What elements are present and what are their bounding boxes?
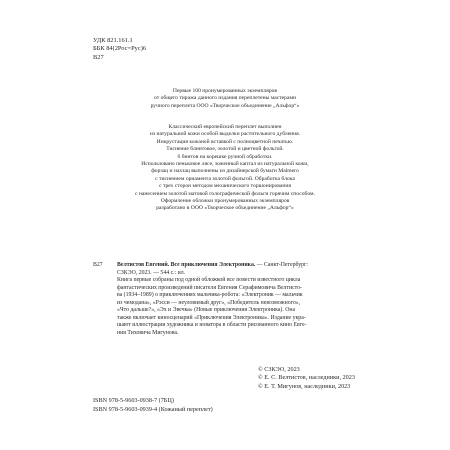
annotation-line: также включает киносценарий «Приключения Электроника». Издание укра- bbox=[117, 314, 306, 321]
isbn-line: ISBN 978-5-9603-0939-4 (Кожаный переплет) bbox=[93, 405, 213, 413]
annotation-line: ния Тиховича Мигунова. bbox=[117, 329, 179, 336]
edition-note-line: Первые 100 пронумерованных экземпляров bbox=[172, 88, 278, 94]
binding-note-line: Оформление обложки пронумерованных экземпляров bbox=[160, 198, 290, 205]
binding-note-line: с тиснением орнамента золотой фольгой. Обработка блока bbox=[155, 175, 295, 182]
annotation-line: шают иллюстрации художника и новатора в области рисованного кино Евге- bbox=[117, 322, 307, 328]
binding-note-line: Инкрустация кожаной вставкой с полноцветной печатью. bbox=[156, 138, 294, 145]
annotation-line: ва (1934–1989) о приключениях мальчика-робота: «Электроник — мальчик bbox=[117, 292, 303, 298]
annotation-line: СЗКЭО, 2023. — 544 с.: ил. bbox=[117, 269, 186, 276]
copyright-line: © СЗКЭО, 2023 bbox=[258, 366, 300, 373]
binding-note-line: с трех сторон методом механического торшонирования bbox=[159, 183, 291, 190]
binding-note-line: 6 бинтов на корешке ручной обработки. bbox=[177, 153, 273, 160]
edition-note-line: ручного переплета ООО «Творческое объединение „Альфор“» bbox=[150, 102, 300, 109]
copyright-line: © Е. Т. Мигунов, наследники, 2023 bbox=[258, 382, 351, 390]
binding-note-line: из натуральной кожи особой выделки растительного дубления. bbox=[149, 131, 301, 138]
edition-note bbox=[112, 88, 338, 110]
annotation-line: из чемодана», «Рэсси — неуловимый друг», «Победитель невозможного», bbox=[117, 299, 301, 306]
author-title: Велтистов Евгений. Все приключения Электроника. bbox=[117, 262, 256, 268]
copyright-line: © Е. С. Велтистов, наследники, 2023 bbox=[258, 374, 355, 382]
annotation-code: В27 bbox=[93, 262, 103, 268]
binding-note-line: разработано в ООО «Творческое объединение „Альфор“» bbox=[156, 205, 294, 212]
publication-place: — Санкт-Петербург: bbox=[255, 262, 309, 268]
annotation-body bbox=[117, 262, 366, 337]
author-sign: В27 bbox=[93, 53, 104, 61]
binding-note-line: Классический европейский переплет выполнен bbox=[168, 124, 282, 130]
bbk-code: ББК 84(2Рос=Рус)6 bbox=[93, 45, 147, 53]
annotation-line: фантастических произведений писателя Евгения Серафимовича Велтисто- bbox=[117, 284, 302, 291]
classification-codes bbox=[93, 37, 146, 62]
binding-note bbox=[112, 124, 338, 213]
annotation bbox=[93, 262, 366, 337]
isbn-line: ISBN 978-5-9603-0938-7 (7БЦ) bbox=[93, 397, 174, 404]
binding-note-line: с нанесением золотой матовой голографической фольги горячим способом. bbox=[135, 190, 315, 197]
binding-note-line: форзац и нахзац выполнены из дизайнерской бумаги Malmero bbox=[151, 168, 299, 175]
binding-note-line: Использовано пеньковое лясе, зоженный каптал из натуральной кожи, bbox=[141, 161, 309, 168]
edition-note-line: от общего тиража данного издания переплетены мастерами bbox=[154, 95, 296, 102]
annotation-line: Книга первые собраны под одной обложкой все повести известного цикла bbox=[117, 277, 301, 283]
binding-note-line: Тиснение блинтовое, золотой и цветной фольгой. bbox=[166, 146, 284, 153]
isbn-block bbox=[93, 397, 213, 414]
annotation-line: «Что дальше?», «Эх и Эвечка» (Новые приключения Электроника). Она bbox=[117, 307, 296, 313]
annotation-first-line bbox=[117, 262, 366, 270]
udk-code: УДК 821.161.1 bbox=[93, 37, 133, 44]
copyright-block bbox=[258, 366, 355, 391]
